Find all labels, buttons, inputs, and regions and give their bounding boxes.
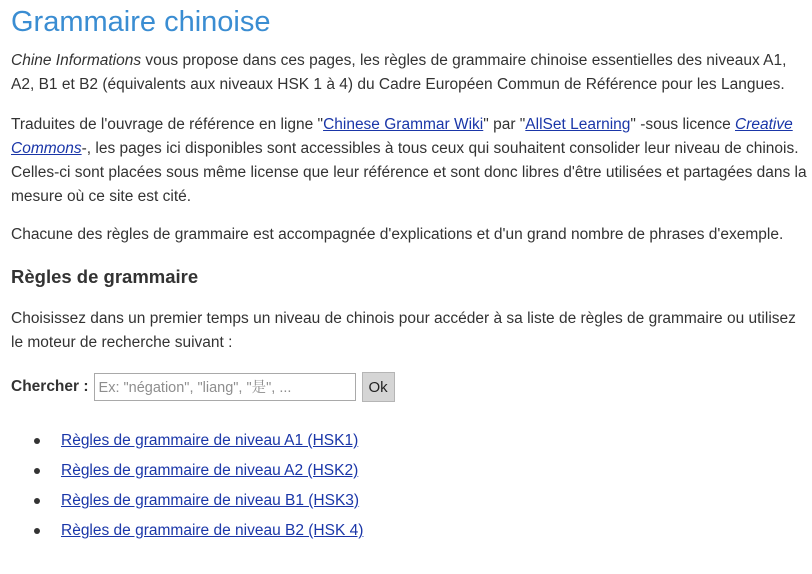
intro-brand: Chine Informations [11,52,142,69]
level-list-item [61,456,809,486]
search-form [11,372,809,402]
search-label: Chercher : [11,378,89,395]
level-list-item [61,426,809,456]
level-list-item [61,516,809,546]
choose-level-text: Choisissez dans un premier temps un niveau de chinois pour accéder à sa liste de règles de grammaire ou utilisez le moteur de recherche suivant : [11,310,796,351]
rules-heading: Règles de grammaire [11,266,199,287]
level-b1-link[interactable]: Règles de grammaire de niveau B1 (HSK3) [61,492,360,509]
bullet-icon [34,468,40,474]
intro-paragraph [11,49,809,97]
chinese-grammar-wiki-link[interactable]: Chinese Grammar Wiki [323,116,484,133]
intro-text: vous propose dans ces pages, les règles de grammaire chinoise essentielles des niveaux A1, A2, B1 et B2 (équivalents aux niveaux HSK 1 à 4) du Cadre Européen Commun de Référence pour les Langues. [11,52,787,93]
source-paragraph [11,113,809,209]
bullet-icon [34,528,40,534]
source-text-after: -, les pages ici disponibles sont accessibles à tous ceux qui souhaitent consolider leur niveau de chinois. Celles-ci sont placées sous même license que leur référence et sont donc libres d'être utilisées et partagées dans la mesure où ce site est cité. [11,140,807,205]
allset-learning-link[interactable]: AllSet Learning [525,116,631,133]
page-content [11,0,809,546]
level-b2-link[interactable]: Règles de grammaire de niveau B2 (HSK 4) [61,522,364,539]
level-list-item [61,486,809,516]
creative-commons-link[interactable]: Creative Commons [11,116,793,157]
source-text-mid: " par " [483,116,526,133]
search-input[interactable] [94,373,356,401]
level-a1-link[interactable]: Règles de grammaire de niveau A1 (HSK1) [61,432,359,449]
examples-note: Chacune des règles de grammaire est accompagnée d'explications et d'un grand nombre de phrases d'exemple. [11,226,784,243]
search-ok-button[interactable]: Ok [362,372,395,402]
source-text-before: Traduites de l'ouvrage de référence en ligne " [11,116,324,133]
level-list [11,426,809,546]
page-title: Grammaire chinoise [11,6,271,38]
bullet-icon [34,438,40,444]
bullet-icon [34,498,40,504]
source-text-mid2: " -sous licence [630,116,735,133]
level-a2-link[interactable]: Règles de grammaire de niveau A2 (HSK2) [61,462,359,479]
